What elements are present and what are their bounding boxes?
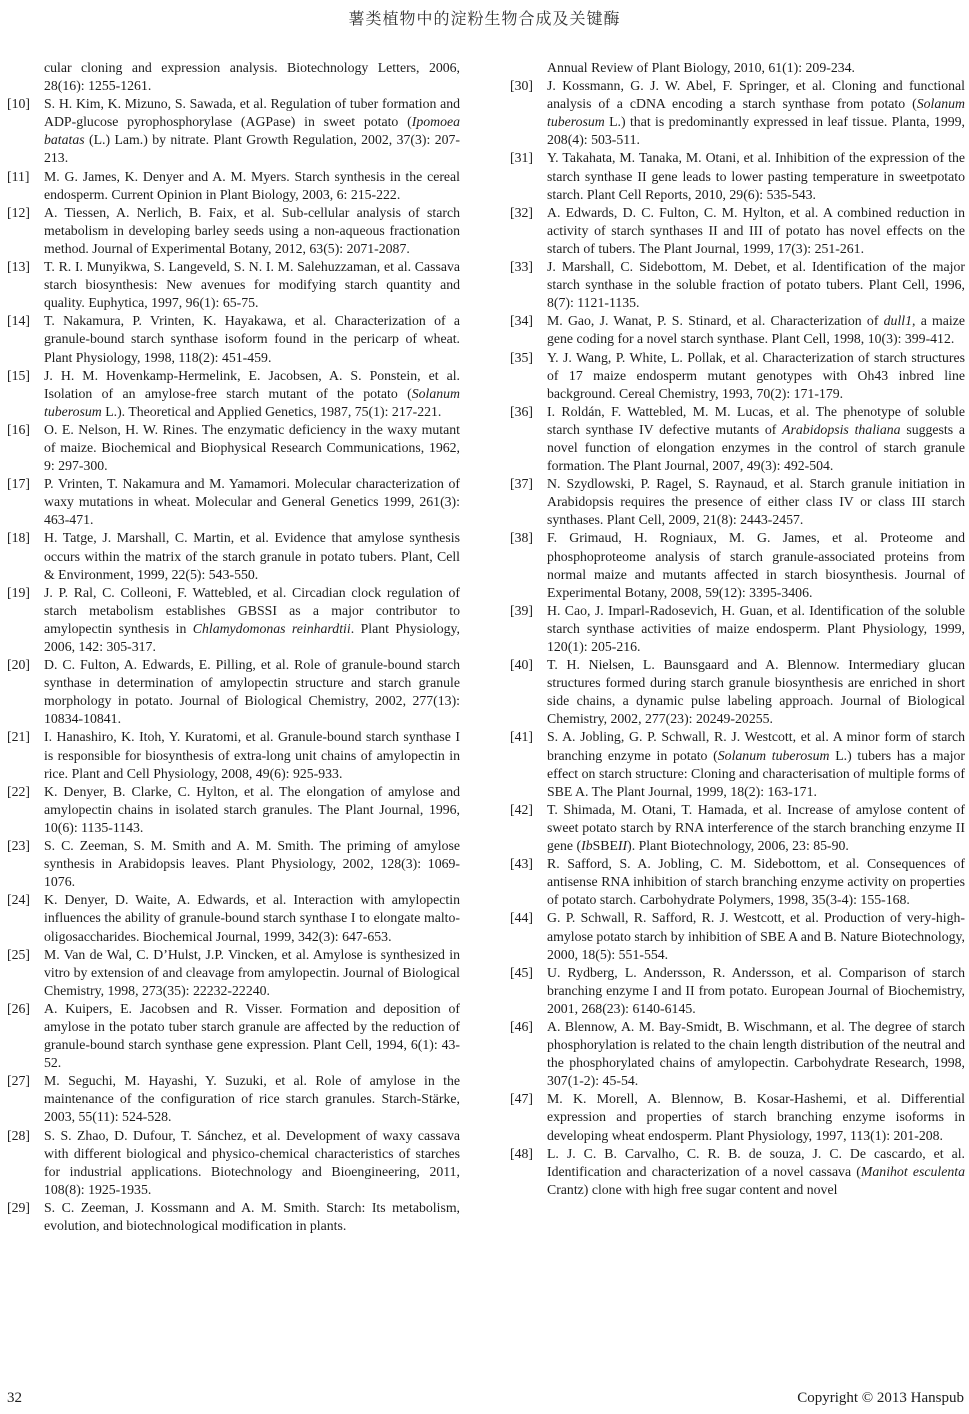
reference-number: [41] <box>510 729 533 745</box>
reference-item <box>7 656 460 728</box>
reference-text: J. Kossmann, G. J. W. Abel, F. Springer, et al. Cloning and functional analysis of a cDNA encoding a starch synthase from potato (Solanum tuberosum L.) that is predominantly expressed in leaf tissue. Planta, 1999, 208(4): 503-511. <box>547 78 965 148</box>
reference-number: [36] <box>510 403 533 419</box>
reference-text: L. J. C. B. Carvalho, C. R. B. de souza, J. C. De cascardo, et al. Identification and characterization of a novel cassava (Manihot esculenta Crantz) clone with high free sugar content and novel <box>547 1145 965 1197</box>
reference-number: [33] <box>510 259 533 275</box>
reference-item <box>510 312 965 348</box>
reference-number: [40] <box>510 657 533 673</box>
page-title: 薯类植物中的淀粉生物合成及关键酶 <box>348 11 621 28</box>
reference-text: K. Denyer, B. Clarke, C. Hylton, et al. The elongation of amylose and amylopectin chains in isolated starch granules. The Plant Journal, 1996, 10(6): 1135-1143. <box>44 783 460 835</box>
reference-number: [38] <box>510 530 533 546</box>
reference-item <box>510 529 965 601</box>
reference-number: [24] <box>7 892 30 908</box>
reference-item <box>510 728 965 800</box>
reference-item <box>510 602 965 656</box>
reference-item <box>510 204 965 258</box>
reference-text: N. Szydlowski, P. Ragel, S. Raynaud, et al. Starch granule initiation in Arabidopsis requires the presence of either class IV or class III starch synthases. Plant Cell, 2009, 21(8): 2443-2457. <box>547 476 965 528</box>
reference-item <box>7 529 460 583</box>
reference-number: [39] <box>510 602 533 618</box>
reference-text: I. Hanashiro, K. Itoh, Y. Kuratomi, et al. Granule-bound starch synthase I is responsible for biosynthesis of extra-long unit chains of amylopectin in rice. Plant and Cell Physiology, 2008, 49(6): 925-933. <box>44 729 460 781</box>
reference-text: Y. Takahata, M. Tanaka, M. Otani, et al. Inhibition of the expression of the starch synthase II gene leads to lower pasting temperature in sweetpotato starch. Plant Cell Reports, 2010, 29(6): 535-543. <box>547 150 965 202</box>
reference-item <box>7 1127 460 1199</box>
reference-item <box>7 584 460 656</box>
reference-text: A. Blennow, A. M. Bay-Smidt, B. Wischmann, et al. The degree of starch phosphorylation is related to the chain length distribution of the neutral and the phosphorylated chains of amylopectin. Carbohydrate Research, 1998, 307(1-2): 45-54. <box>547 1018 965 1089</box>
reference-item <box>510 855 965 909</box>
reference-item <box>510 77 965 149</box>
reference-number: [10] <box>7 96 30 112</box>
reference-item <box>7 946 460 1000</box>
reference-number: [18] <box>7 530 30 546</box>
reference-number: [42] <box>510 801 533 817</box>
reference-number: [26] <box>7 1000 30 1016</box>
reference-text: R. Safford, S. A. Jobling, C. M. Sidebottom, et al. Consequences of antisense RNA inhibition of starch branching enzyme activity on properties of potato starch. Carbohydrate Polymers, 1998, 35(3-4): 155-168. <box>547 856 965 908</box>
reference-number: [28] <box>7 1127 30 1143</box>
reference-text: T. Shimada, M. Otani, T. Hamada, et al. Increase of amylose content of sweet potato starch by RNA interference of the starch branching enzyme II gene (IbSBEII). Plant Biotechnology, 2006, 23: 85-90. <box>547 801 965 854</box>
reference-number: [22] <box>7 783 30 799</box>
reference-number: [31] <box>510 150 533 166</box>
reference-item <box>7 95 460 167</box>
reference-item <box>7 837 460 891</box>
page-header <box>0 0 969 29</box>
reference-number: [12] <box>7 204 30 220</box>
reference-text: M. Van de Wal, C. D’Hulst, J.P. Vincken, et al. Amylose is synthesized in vitro by extension of and cleavage from amylopectin. Journal of Biological Chemistry, 1998, 273(35): 22232-22240. <box>44 946 460 998</box>
reference-item <box>7 168 460 204</box>
reference-number: [25] <box>7 946 30 962</box>
reference-text: K. Denyer, D. Waite, A. Edwards, et al. Interaction with amylopectin influences the ability of granule-bound starch synthase I to elongate malto-oligosaccharides. Biochemical Journal, 1999, 342(3): 647-653. <box>44 892 460 944</box>
reference-number: [32] <box>510 204 533 220</box>
reference-text: M. Gao, J. Wanat, P. S. Stinard, et al. Characterization of dull1, a maize gene coding for a novel starch synthase. Plant Cell, 1998, 10(3): 399-412. <box>547 313 965 347</box>
reference-text: S. A. Jobling, G. P. Schwall, R. J. Westcott, et al. A minor form of starch branching enzyme in potato (Solanum tuberosum L.) tubers has a major effect on starch structure: Cloning and characterisation of multiple forms of SBE A. The Plant Journal, 1999, 18(2): 163-171. <box>547 729 965 799</box>
reference-number: [45] <box>510 964 533 980</box>
reference-item <box>510 656 965 728</box>
reference-text: cular cloning and expression analysis. Biotechnology Letters, 2006, 28(16): 1255-1261. <box>44 60 460 94</box>
reference-number: [19] <box>7 584 30 600</box>
reference-item <box>510 1018 965 1090</box>
reference-item <box>510 403 965 475</box>
reference-text: U. Rydberg, L. Andersson, R. Andersson, et al. Comparison of starch branching enzyme I and II from potato. European Journal of Biochemistry, 2001, 268(23): 6140-6145. <box>547 964 965 1016</box>
reference-number: [43] <box>510 856 533 872</box>
reference-text: Y. J. Wang, P. White, L. Pollak, et al. Characterization of starch structures of 17 maize endosperm mutant genotypes with Oh43 inbred line background. Cereal Chemistry, 1993, 70(2): 171-179. <box>547 349 965 401</box>
reference-text: J. H. M. Hovenkamp-Hermelink, E. Jacobsen, A. S. Ponstein, et al. Isolation of an amylose-free starch mutant of the potato (Solanum tuberosum L.). Theoretical and Applied Genetics, 1987, 75(1): 217-221. <box>44 367 460 419</box>
reference-number: [14] <box>7 313 30 329</box>
reference-text: S. H. Kim, K. Mizuno, S. Sawada, et al. Regulation of tuber formation and ADP-glucose pyrophosphorylase (AGPase) in sweet potato (Ipomoea batatas (L.) Lam.) by nitrate. Plant Growth Regulation, 2002, 37(3): 207-213. <box>44 96 460 166</box>
reference-item <box>7 783 460 837</box>
reference-text: M. K. Morell, A. Blennow, B. Kosar-Hashemi, et al. Differential expression and properties of starch branching enzyme isoforms in developing wheat endosperm. Plant Physiology, 1997, 113(1): 201-208. <box>547 1091 965 1143</box>
reference-text: M. G. James, K. Denyer and A. M. Myers. Starch synthesis in the cereal endosperm. Current Opinion in Plant Biology, 2003, 6: 215-222. <box>44 168 460 202</box>
reference-number: [17] <box>7 476 30 492</box>
reference-item <box>510 1090 965 1144</box>
reference-item <box>510 1145 965 1199</box>
reference-text: S. C. Zeeman, J. Kossmann and A. M. Smith. Starch: Its metabolism, evolution, and biotechnological modification in plants. <box>44 1199 460 1233</box>
reference-continuation <box>510 59 965 77</box>
reference-number: [11] <box>7 168 30 184</box>
reference-item <box>510 149 965 203</box>
reference-text: F. Grimaud, H. Rogniaux, M. G. James, et al. Proteome and phosphoproteome analysis of starch granule-associated proteins from normal maize and mutants affected in starch biosynthesis. Journal of Experimental Botany, 2008, 59(12): 3395-3406. <box>547 530 965 600</box>
ref-column-left <box>7 59 460 1235</box>
reference-text: D. C. Fulton, A. Edwards, E. Pilling, et al. Role of granule-bound starch synthase in determination of amylopectin structure and starch granule morphology in potato. Journal of Biological Chemistry, 2002, 277(13): 10834-10841. <box>44 657 460 727</box>
page-footer <box>7 1390 964 1407</box>
reference-item <box>7 367 460 421</box>
reference-number: [15] <box>7 367 30 383</box>
reference-number: [37] <box>510 476 533 492</box>
reference-text: I. Roldán, F. Wattebled, M. M. Lucas, et al. The phenotype of soluble starch synthase IV defective mutants of Arabidopsis thaliana suggests a novel function of elongation enzymes in the control of starch granule formation. The Plant Journal, 2007, 49(3): 492-504. <box>547 403 965 474</box>
reference-text: O. E. Nelson, H. W. Rines. The enzymatic deficiency in the waxy mutant of maize. Biochemical and Biophysical Research Communications, 1962, 9: 297-300. <box>44 421 460 474</box>
reference-item <box>7 728 460 782</box>
reference-item <box>510 475 965 529</box>
reference-number: [29] <box>7 1199 30 1215</box>
reference-text: S. C. Zeeman, S. M. Smith and A. M. Smith. The priming of amylose synthesis in Arabidopsis leaves. Plant Physiology, 2002, 128(3): 1069-1076. <box>44 838 460 890</box>
reference-text: T. H. Nielsen, L. Baunsgaard and A. Blennow. Intermediary glucan structures formed during starch granule biosynthesis are enriched in short side chains, a dynamic pulse labeling approach. Journal of Biological Chemistry, 2002, 277(23): 20249-20255. <box>547 657 965 727</box>
reference-item <box>7 258 460 312</box>
reference-item <box>510 909 965 963</box>
reference-item <box>7 1199 460 1235</box>
reference-number: [16] <box>7 421 30 437</box>
reference-item <box>7 312 460 366</box>
ref-column-right <box>510 59 965 1235</box>
reference-text: G. P. Schwall, R. Safford, R. J. Westcott, et al. Production of very-high-amylose potato starch by inhibition of SBE A and B. Nature Biotechnology, 2000, 18(5): 551-554. <box>547 910 965 962</box>
reference-item <box>7 475 460 529</box>
reference-item <box>510 964 965 1018</box>
reference-text: M. Seguchi, M. Hayashi, Y. Suzuki, et al. Role of amylose in the maintenance of the configuration of rice starch granules. Starch-Stärke, 2003, 55(11): 524-528. <box>44 1073 460 1125</box>
reference-number: [34] <box>510 313 533 329</box>
reference-number: [20] <box>7 657 30 673</box>
reference-number: [27] <box>7 1073 30 1089</box>
reference-text: S. S. Zhao, D. Dufour, T. Sánchez, et al. Development of waxy cassava with different biological and physico-chemical characteristics of starches for industrial applications. Biotechnology and Bioengineering, 2011, 108(8): 1925-1935. <box>44 1127 460 1197</box>
reference-item <box>7 204 460 258</box>
reference-number: [44] <box>510 910 533 926</box>
reference-number: [23] <box>7 838 30 854</box>
reference-text: H. Tatge, J. Marshall, C. Martin, et al. Evidence that amylose synthesis occurs within the matrix of the starch granule in potato tubers. Plant, Cell & Environment, 1999, 22(5): 543-550. <box>44 530 460 582</box>
reference-continuation <box>7 59 460 95</box>
reference-text: A. Edwards, D. C. Fulton, C. M. Hylton, et al. A combined reduction in activity of starch synthases II and III of potato has novel effects on the starch of tubers. The Plant Journal, 1999, 17(3): 251-261. <box>547 204 965 256</box>
reference-item <box>510 349 965 403</box>
reference-number: [46] <box>510 1018 533 1034</box>
reference-number: [47] <box>510 1091 533 1107</box>
reference-number: [30] <box>510 78 533 94</box>
reference-item <box>510 258 965 312</box>
reference-number: [48] <box>510 1145 533 1161</box>
reference-item <box>510 801 965 855</box>
page-number: 32 <box>7 1390 22 1406</box>
reference-number: [35] <box>510 349 533 365</box>
reference-text: P. Vrinten, T. Nakamura and M. Yamamori. Molecular characterization of waxy mutations in wheat. Molecular and General Genetics 1999, 261(3): 463-471. <box>44 476 460 528</box>
reference-item <box>7 891 460 945</box>
reference-text: T. R. I. Munyikwa, S. Langeveld, S. N. I. M. Salehuzzaman, et al. Cassava starch biosynthesis: New avenues for modifying starch quantity and quality. Euphytica, 1997, 96(1): 65-75. <box>44 259 460 311</box>
reference-text: A. Kuipers, E. Jacobsen and R. Visser. Formation and deposition of amylose in the potato tuber starch granule are affected by the reduction of granule-bound starch synthase gene expression. Plant Cell, 1994, 6(1): 43-52. <box>44 1000 460 1071</box>
copyright-notice: Copyright © 2013 Hanspub <box>797 1390 964 1406</box>
reference-text: Annual Review of Plant Biology, 2010, 61(1): 209-234. <box>547 60 855 75</box>
reference-text: H. Cao, J. Imparl-Radosevich, H. Guan, et al. Identification of the soluble starch synthase activities of maize endosperm. Plant Physiology, 1999, 120(1): 205-216. <box>547 602 965 654</box>
reference-text: J. P. Ral, C. Colleoni, F. Wattebled, et al. Circadian clock regulation of starch metabolism establishes GBSSI as a major contributor to amylopectin synthesis in Chlamydomonas reinhardtii. Plant Physiology, 2006, 142: 305-317. <box>44 584 460 654</box>
reference-item <box>7 1072 460 1126</box>
reference-item <box>7 1000 460 1072</box>
reference-number: [13] <box>7 259 30 275</box>
reference-text: A. Tiessen, A. Nerlich, B. Faix, et al. Sub-cellular analysis of starch metabolism in developing barley seeds using a non-aqueous fractionation method. Journal of Experimental Botany, 2012, 63(5): 2071-2087. <box>44 204 460 256</box>
reference-text: T. Nakamura, P. Vrinten, K. Hayakawa, et al. Characterization of a granule-bound starch synthase isoform found in the pericarp of wheat. Plant Physiology, 1998, 118(2): 451-459. <box>44 313 460 365</box>
references-section <box>0 29 969 1235</box>
reference-text: J. Marshall, C. Sidebottom, M. Debet, et al. Identification of the major starch synthase in the soluble fraction of potato tubers. Plant Cell, 1996, 8(7): 1121-1135. <box>547 259 965 311</box>
reference-item <box>7 421 460 475</box>
reference-number: [21] <box>7 729 30 745</box>
